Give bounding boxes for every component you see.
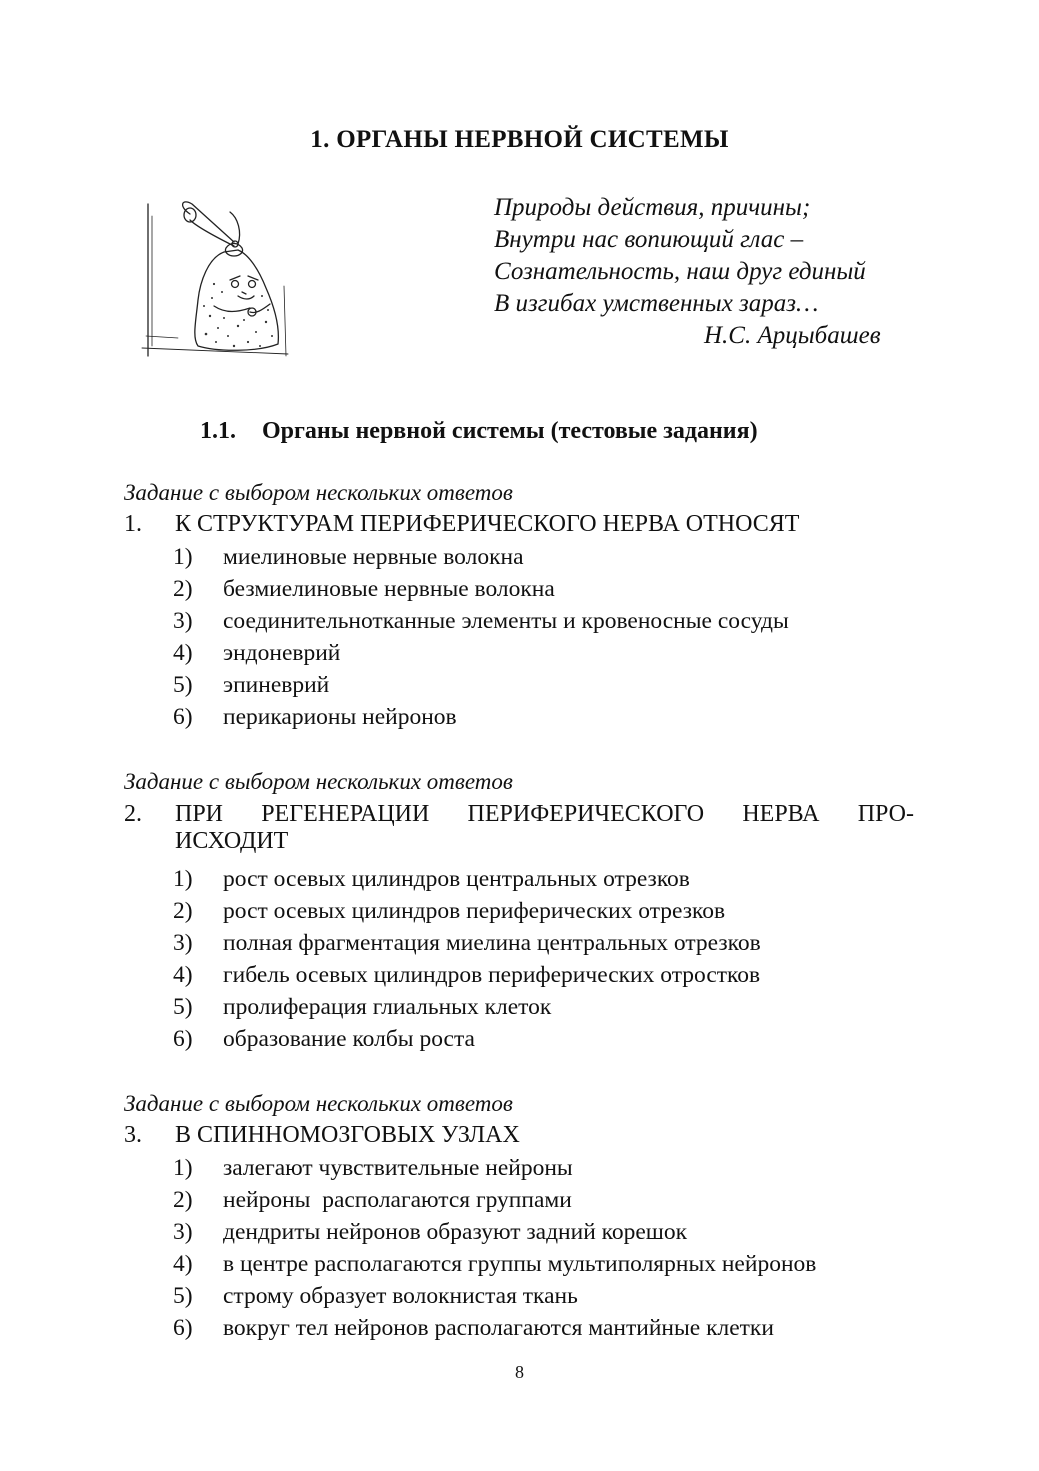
option [173, 672, 329, 699]
task-type-label: Задание с выбором нескольких ответов [124, 1091, 513, 1116]
option-text: нейроны располагаются группами [223, 1187, 572, 1213]
option [173, 576, 555, 603]
option [173, 866, 690, 893]
option [173, 962, 760, 989]
section-subtitle [200, 418, 758, 445]
option-number: 6) [173, 704, 193, 730]
task-type-label: Задание с выбором нескольких ответов [124, 769, 513, 794]
option-text: эндоневрий [223, 640, 341, 666]
question-number: 3. [124, 1122, 142, 1148]
option-text: вокруг тел нейронов располагаются мантийные клетки [223, 1315, 774, 1341]
subtitle-number: 1.1. [200, 418, 236, 444]
option [173, 1026, 475, 1053]
page-number: 8 [515, 1362, 524, 1382]
question-number: 2. [124, 801, 142, 827]
option-number: 1) [173, 866, 193, 892]
option-text: строму образует волокнистая ткань [223, 1283, 578, 1309]
task-type-label: Задание с выбором нескольких ответов [124, 480, 513, 505]
option [173, 1219, 687, 1246]
question-1 [124, 511, 799, 538]
page-title: 1. ОРГАНЫ НЕРВНОЙ СИСТЕМЫ [310, 126, 729, 153]
question-text-continued: ИСХОДИТ [175, 828, 289, 854]
option-number: 5) [173, 1283, 193, 1309]
option [173, 1315, 774, 1342]
option-text: перикарионы нейронов [223, 704, 457, 730]
epigraph-line: Внутри нас вопиющий глас – [494, 226, 804, 253]
option [173, 640, 340, 667]
option-number: 2) [173, 576, 193, 602]
option-number: 2) [173, 898, 193, 924]
option-number: 3) [173, 1219, 193, 1245]
option-text: пролиферация глиальных клеток [223, 994, 552, 1020]
option [173, 544, 524, 571]
subtitle-text: Органы нервной системы (тестовые задания) [262, 418, 758, 444]
option [173, 704, 457, 731]
epigraph [494, 192, 881, 352]
option-number: 5) [173, 994, 193, 1020]
option-number: 2) [173, 1187, 193, 1213]
option-text: рост осевых цилиндров периферических отрезков [223, 898, 726, 924]
option-number: 4) [173, 1251, 193, 1277]
option [173, 930, 761, 957]
question-number: 1. [124, 511, 142, 537]
question-2 [124, 801, 914, 855]
option-number: 6) [173, 1315, 193, 1341]
option-text: безмиелиновые нервные волокна [223, 576, 555, 602]
epigraph-line: В изгибах умственных зараз… [494, 290, 819, 317]
question-text: ПРИ РЕГЕНЕРАЦИИ ПЕРИФЕРИЧЕСКОГО НЕРВА ПРО- [175, 801, 914, 827]
question-text: К СТРУКТУРАМ ПЕРИФЕРИЧЕСКОГО НЕРВА ОТНОСЯТ [175, 511, 800, 537]
question-text: В СПИННОМОЗГОВЫХ УЗЛАХ [175, 1122, 520, 1148]
option-number: 4) [173, 962, 193, 988]
option-number: 4) [173, 640, 193, 666]
option-text: соединительнотканные элементы и кровеносные сосуды [223, 608, 789, 634]
epigraph-line: Сознательность, наш друг единый [494, 258, 866, 285]
option-text: рост осевых цилиндров центральных отрезков [223, 866, 690, 892]
question-3 [124, 1122, 520, 1149]
option [173, 608, 789, 635]
option-text: залегают чувствительные нейроны [223, 1155, 573, 1181]
option-text: полная фрагментация миелина центральных отрезков [223, 930, 761, 956]
option [173, 1283, 578, 1310]
option [173, 1187, 572, 1214]
epigraph-line: Природы действия, причины; [494, 194, 811, 221]
option-text: миелиновые нервные волокна [223, 544, 524, 570]
epigraph-author: Н.С. Арцыбашев [704, 322, 881, 349]
option [173, 1251, 816, 1278]
option-number: 1) [173, 1155, 193, 1181]
option-text: в центре располагаются группы мультиполярных нейронов [223, 1251, 817, 1277]
option-text: дендриты нейронов образуют задний корешок [223, 1219, 688, 1245]
option-number: 1) [173, 544, 193, 570]
option-number: 3) [173, 930, 193, 956]
cartoon-sketch-icon [138, 196, 294, 364]
option-text: эпиневрий [223, 672, 330, 698]
option [173, 994, 551, 1021]
option-number: 5) [173, 672, 193, 698]
option [173, 1155, 573, 1182]
option [173, 898, 725, 925]
option-number: 3) [173, 608, 193, 634]
option-text: образование колбы роста [223, 1026, 475, 1052]
option-number: 6) [173, 1026, 193, 1052]
option-text: гибель осевых цилиндров периферических отростков [223, 962, 761, 988]
